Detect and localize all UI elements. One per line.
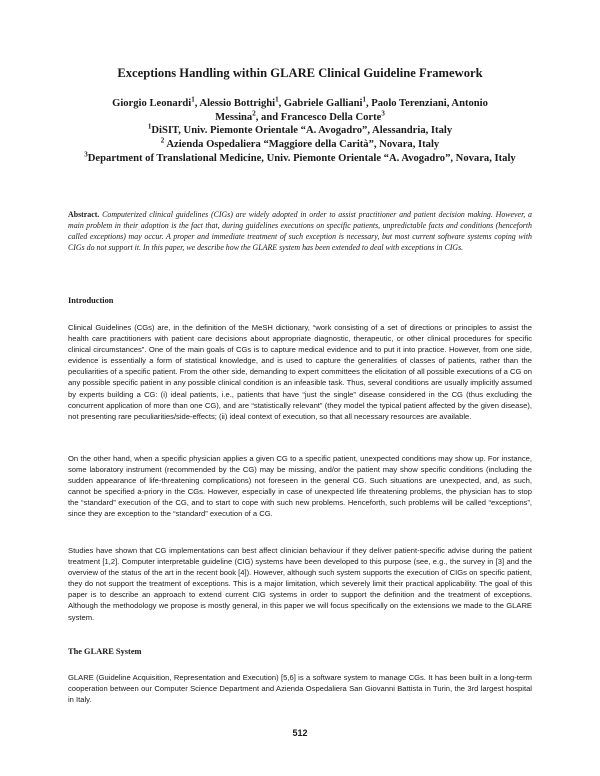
author-name: Messina <box>215 112 253 123</box>
author-name: , Alessio Bottrighi <box>194 98 276 109</box>
affiliation-text: DiSIT, Univ. Piemonte Orientale “A. Avogadro”, Alessandria, Italy <box>151 125 453 136</box>
author-line <box>70 97 530 111</box>
author-list <box>70 97 530 125</box>
affiliation <box>60 152 540 166</box>
abstract-text: Computerized clinical guidelines (CIGs) are widely adopted in order to assist practitioner and patient decision making. However, a main problem in their adoption is the fact that, during guidelines executions on specific patients, unpredictable facts and conditions (henceforth called exceptions) may occur. A proper and immediate treatment of such exception is necessary, but most current software systems coping with CIGs do not support it. In this paper, we describe how the GLARE system has been extended to deal with exceptions in CIGs. <box>68 210 532 252</box>
author-name: , Gabriele Galliani <box>278 98 363 109</box>
section-heading-glare-system: The GLARE System <box>68 647 142 656</box>
author-line <box>70 111 530 125</box>
affiliation-list <box>60 124 540 166</box>
affiliation-mark: 2 <box>160 136 165 145</box>
body-paragraph: Studies have shown that CG implementations can best affect clinician behaviour if they deliver patient-specific advise during the patient treatment [1,2]. Computer interpretable guideline (CIG) systems have been developed to this purpose (see, e.g., the survey in [3] and the overview of the status of the art in the recent book [4]). However, although such system supports the execution of CIGs on specific patient, they do not support the treatment of exceptions. This is a major limitation, which severely limit their practical applicability. The goal of this paper is to describe an approach to extend current CIG systems in order to support the definition and the treatment of exceptions. Although the methodology we propose is mostly general, in this paper we will focus specifically on the extensions we made to the GLARE system. <box>68 546 532 622</box>
affiliation <box>60 138 540 152</box>
author-name: Giorgio Leonardi <box>112 98 192 109</box>
section-heading-introduction: Introduction <box>68 296 114 305</box>
author-affiliation-mark: 1 <box>362 95 366 104</box>
body-paragraph: GLARE (Guideline Acquisition, Representation and Execution) [5,6] is a software system to manage CGs. It has been built in a long-term cooperation between our Computer Science Department and Azienda Ospedaliera San Giovanni Battista in Turin, the 3rd largest hospital in Italy. <box>68 673 532 705</box>
abstract <box>68 209 532 253</box>
affiliation-mark: 1 <box>147 122 152 131</box>
affiliation-mark: 3 <box>84 150 88 159</box>
abstract-label: Abstract. <box>68 210 100 219</box>
body-paragraph: On the other hand, when a specific physician applies a given CG to a specific patient, unexpected conditions may show up. For instance, some laboratory instrument (recommended by the CG) may be missing, and/or the patient may show specific conditions (including the sudden appearance of life-threatening complications) not foreseen in the general CG. Such situations are unexpected, and, as such, cannot be specified a-priory in the CGs. However, especially in case of unexpected life threatening problems, the physician has to stop the “standard” execution of the CG, and to start to cope with such new problems. Henceforth, such problems will be called “exceptions”, since they are exception to the “standard” execution of a CG. <box>68 454 532 519</box>
author-affiliation-mark: 3 <box>381 109 385 118</box>
author-name: , and Francesco Della Corte <box>255 112 382 123</box>
author-affiliation-mark: 1 <box>191 95 195 104</box>
author-affiliation-mark: 2 <box>252 109 256 118</box>
paper-title: Exceptions Handling within GLARE Clinical Guideline Framework <box>117 66 483 80</box>
body-paragraph: Clinical Guidelines (CGs) are, in the definition of the MeSH dictionary, “work consisting of a set of directions or principles to assist the health care practitioners with patient care decisions about appropriate diagnostic, therapeutic, or other clinical procedures for specific clinical circumstances”. One of the main goals of CGs is to capture medical evidence and to put it into practice. However, from one side, evidence is essentially a form of statistical knowledge, and is used to capture the generalities of classes of patients, rather than the peculiarities of a specific patient. From the other side, demanding to expert committees the elicitation of all possible executions of a CG on any possible specific patient in any possible clinical condition is an infeasible task. Thus, several conditions are usually implicitly assumed by experts building a CG: (i) ideal patients, i.e., patients that have “just the single” disease considered in the CG (thus excluding the concurrent application of more than one CG), and are “statistically relevant” (they model the typical patient affected by the given disease), not presenting rare peculiarities/side-effects; (ii) ideal context of execution, so that all necessary resources are available. <box>68 323 532 421</box>
affiliation-text: Department of Translational Medicine, Univ. Piemonte Orientale “A. Avogadro”, Novara, Italy <box>87 153 516 164</box>
affiliation <box>60 124 540 138</box>
affiliation-text: Azienda Ospedaliera “Maggiore della Carità”, Novara, Italy <box>164 139 440 150</box>
author-name: , Paolo Terenziani, Antonio <box>365 98 488 109</box>
author-affiliation-mark: 1 <box>275 95 279 104</box>
page-number: 512 <box>292 728 308 738</box>
